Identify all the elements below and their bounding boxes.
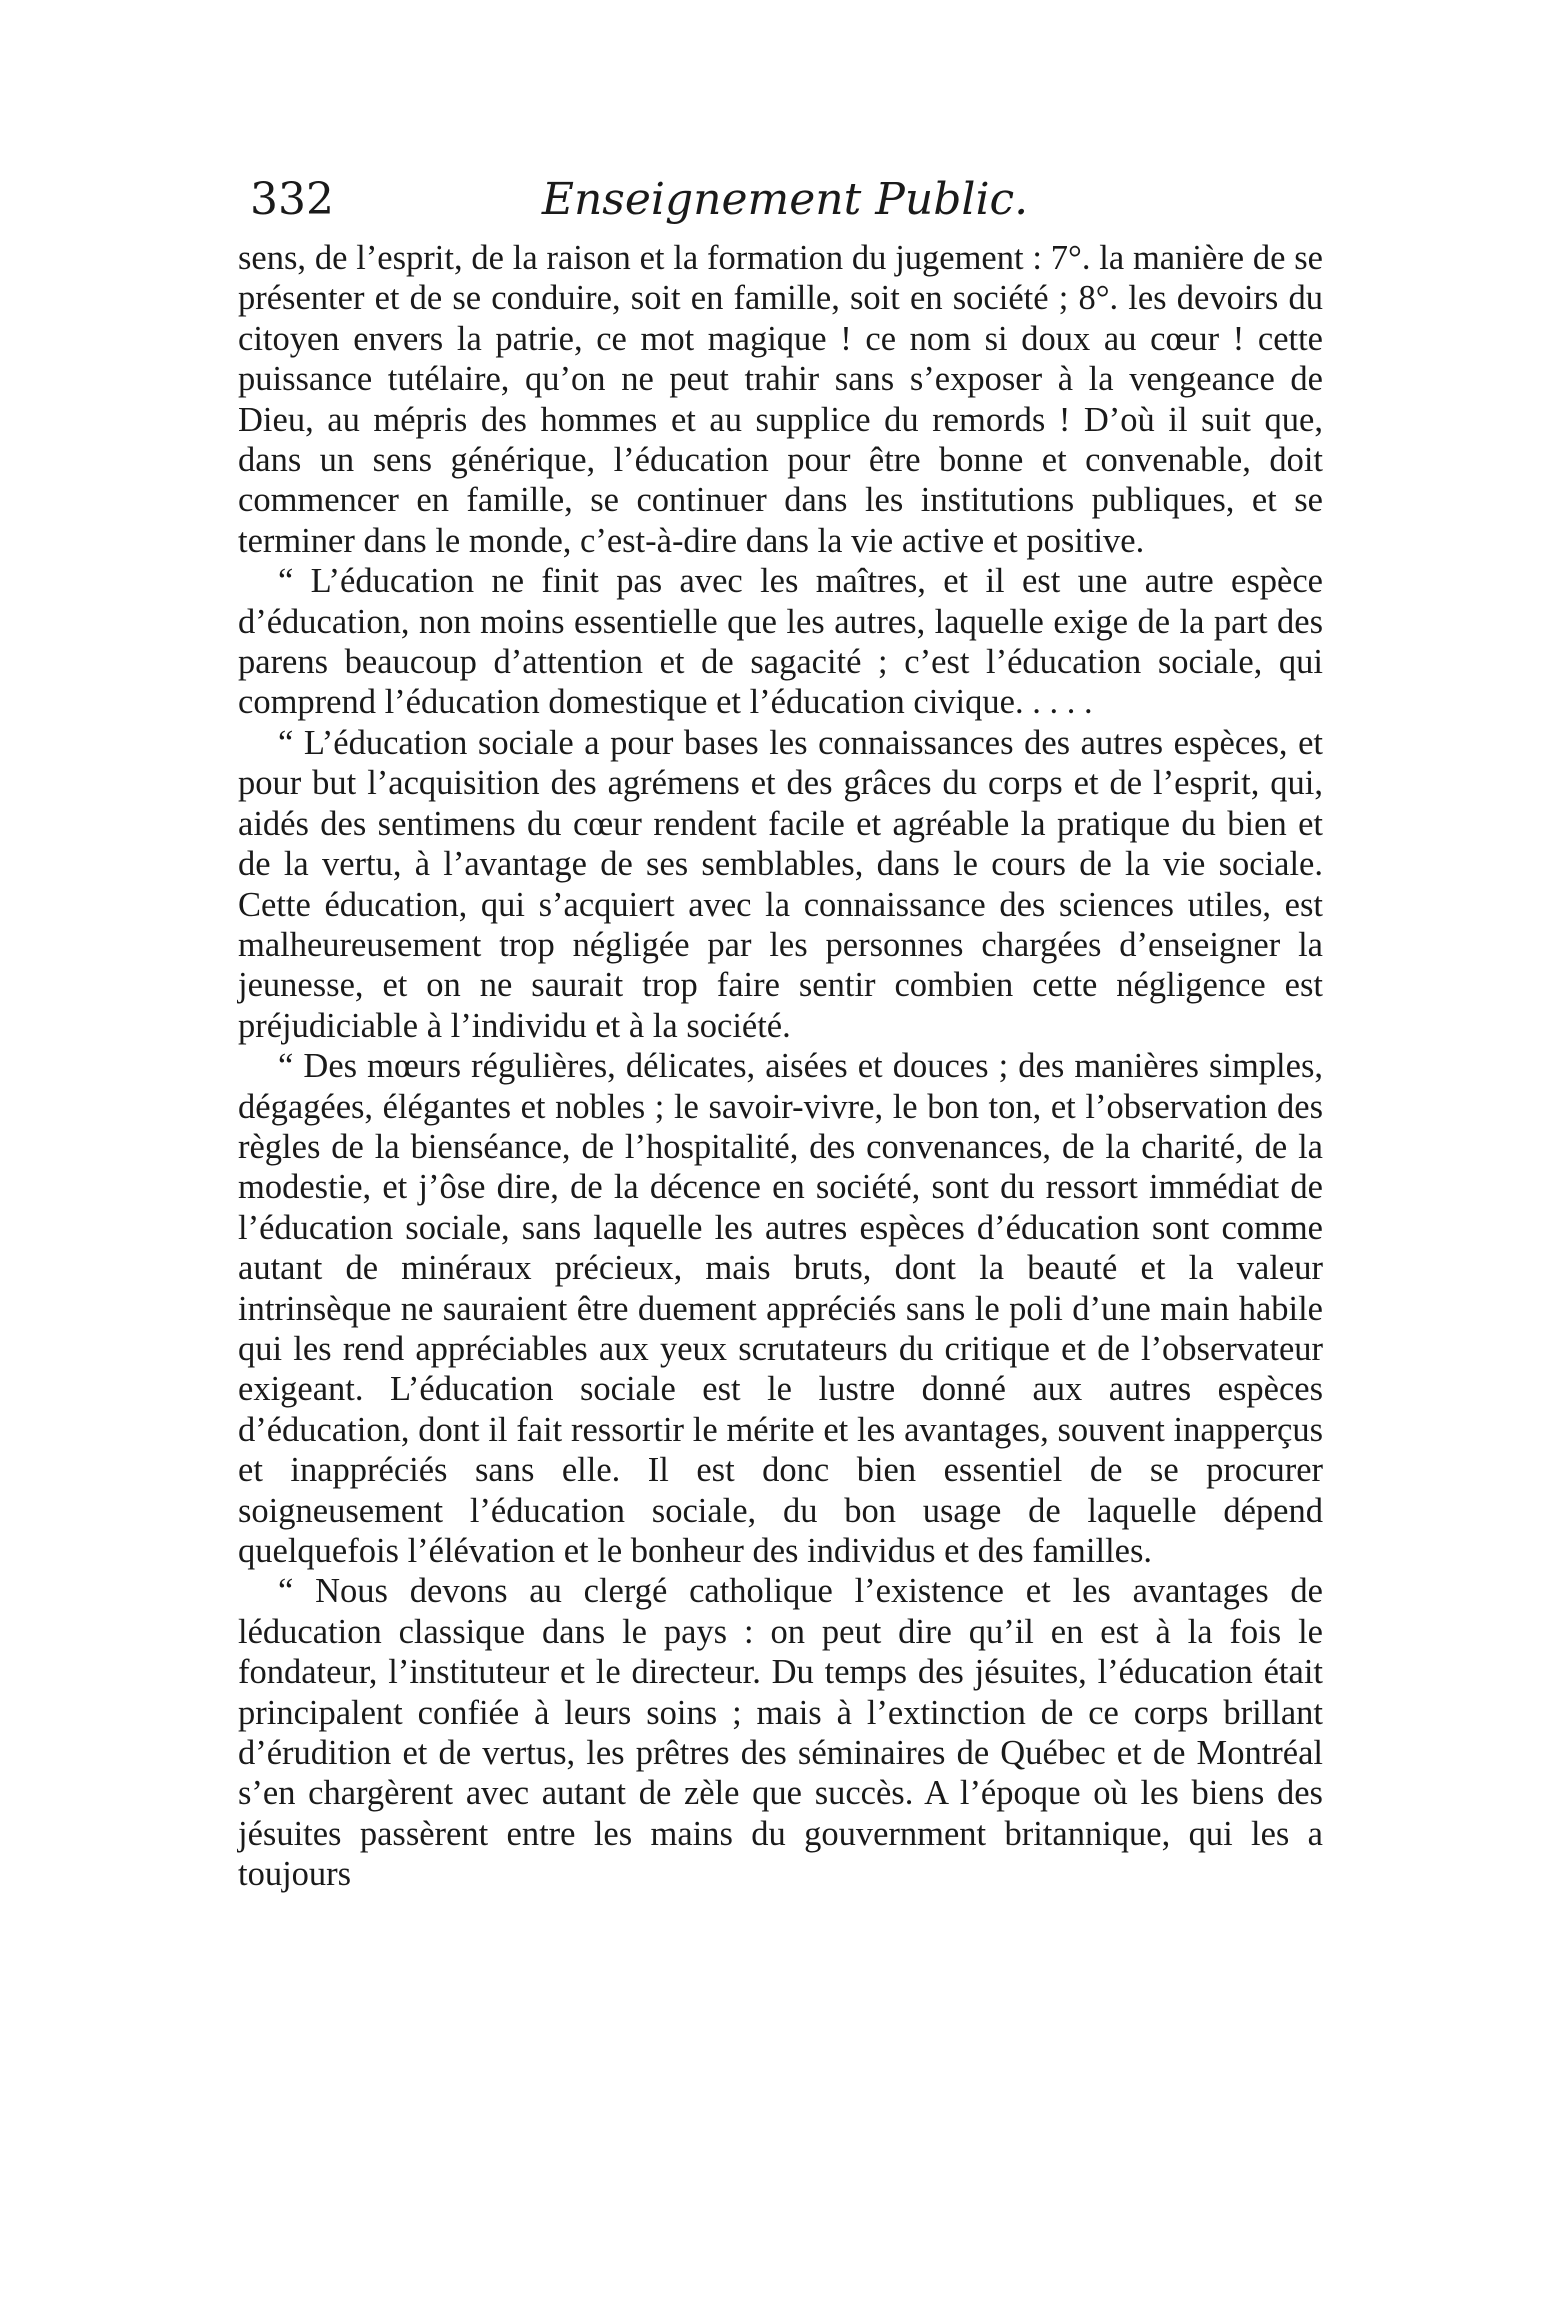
paragraph-education-maitres: “ L’éducation ne finit pas avec les maîtres, et il est une autre espèce d’éducation, non moins essentielle que les autres, laquelle exige de la part des parens beaucoup d’attention et de sagacité ; c’est l’éducation sociale, qui comprend l’éducation domestique et l’éducation civique. . . . .	[238, 562, 1323, 722]
paragraph-clerge: “ Nous devons au clergé catholique l’existence et les avantages de léducation classique dans le pays : on peut dire qu’il en est à la fois le fondateur, l’instituteur et le directeur. Du temps des jésuites, l’éducation était principalent confiée à leurs soins ; mais à l’extinction de ce corps brillant d’érudition et de vertus, les prêtres des séminaires de Québec et de Montréal s’en chargèrent avec autant de zèle que succès. A l’époque où les biens des jésuites passèrent entre les mains du gouvernment britannique, qui les a toujours	[238, 1572, 1323, 1894]
paragraph-moeurs: “ Des mœurs régulières, délicates, aisées et douces ; des manières simples, dégagées, élégantes et nobles ; le savoir-vivre, le bon ton, et l’observation des règles de la bienséance, de l’hospitalité, des convenances, de la charité, de la modestie, et j’ôse dire, de la décence en société, sont du ressort immédiat de l’éducation sociale, sans laquelle les autres espèces d’éducation sont comme autant de minéraux précieux, mais bruts, dont la beauté et la valeur intrinsèque ne sauraient être duement appréciés sans le poli d’une main habile qui les rend appréciables aux yeux scrutateurs du critique et de l’observateur exigeant. L’éducation sociale est le lustre donné aux autres espèces d’éducation, dont il fait ressortir le mérite et les avantages, souvent inapperçus et inappréciés sans elle. Il est donc bien essentiel de se procurer soigneusement l’éducation sociale, du bon usage de laquelle dépend quelquefois l’élévation et le bonheur des individus et des familles.	[238, 1047, 1323, 1570]
page-number: 332	[250, 174, 334, 225]
body-text	[238, 238, 1323, 1895]
page-header	[250, 168, 1320, 232]
running-title: Enseignement Public.	[541, 174, 1029, 225]
paragraph-continuation: sens, de l’esprit, de la raison et la formation du jugement : 7°. la manière de se présenter et de se conduire, soit en famille, soit en société ; 8°. les devoirs du citoyen envers la patrie, ce mot magique ! ce nom si doux au cœur ! cette puissance tutélaire, qu’on ne peut trahir sans s’exposer à la vengeance de Dieu, au mépris des hommes et au supplice du remords ! D’où il suit que, dans un sens générique, l’éducation pour être bonne et convenable, doit commencer en famille, se continuer dans les institutions publiques, et se terminer dans le monde, c’est-à-dire dans la vie active et positive.	[238, 239, 1323, 560]
paragraph-education-sociale: “ L’éducation sociale a pour bases les connaissances des autres espèces, et pour but l’acquisition des agrémens et des grâces du corps et de l’esprit, qui, aidés des sentimens du cœur rendent facile et agréable la pratique du bien et de la vertu, à l’avantage de ses semblables, dans le cours de la vie sociale. Cette éducation, qui s’acquiert avec la connaissance des sciences utiles, est malheureusement trop négligée par les personnes chargées d’enseigner la jeunesse, et on ne saurait trop faire sentir combien cette négligence est préjudiciable à l’individu et à la société.	[238, 723, 1323, 1045]
